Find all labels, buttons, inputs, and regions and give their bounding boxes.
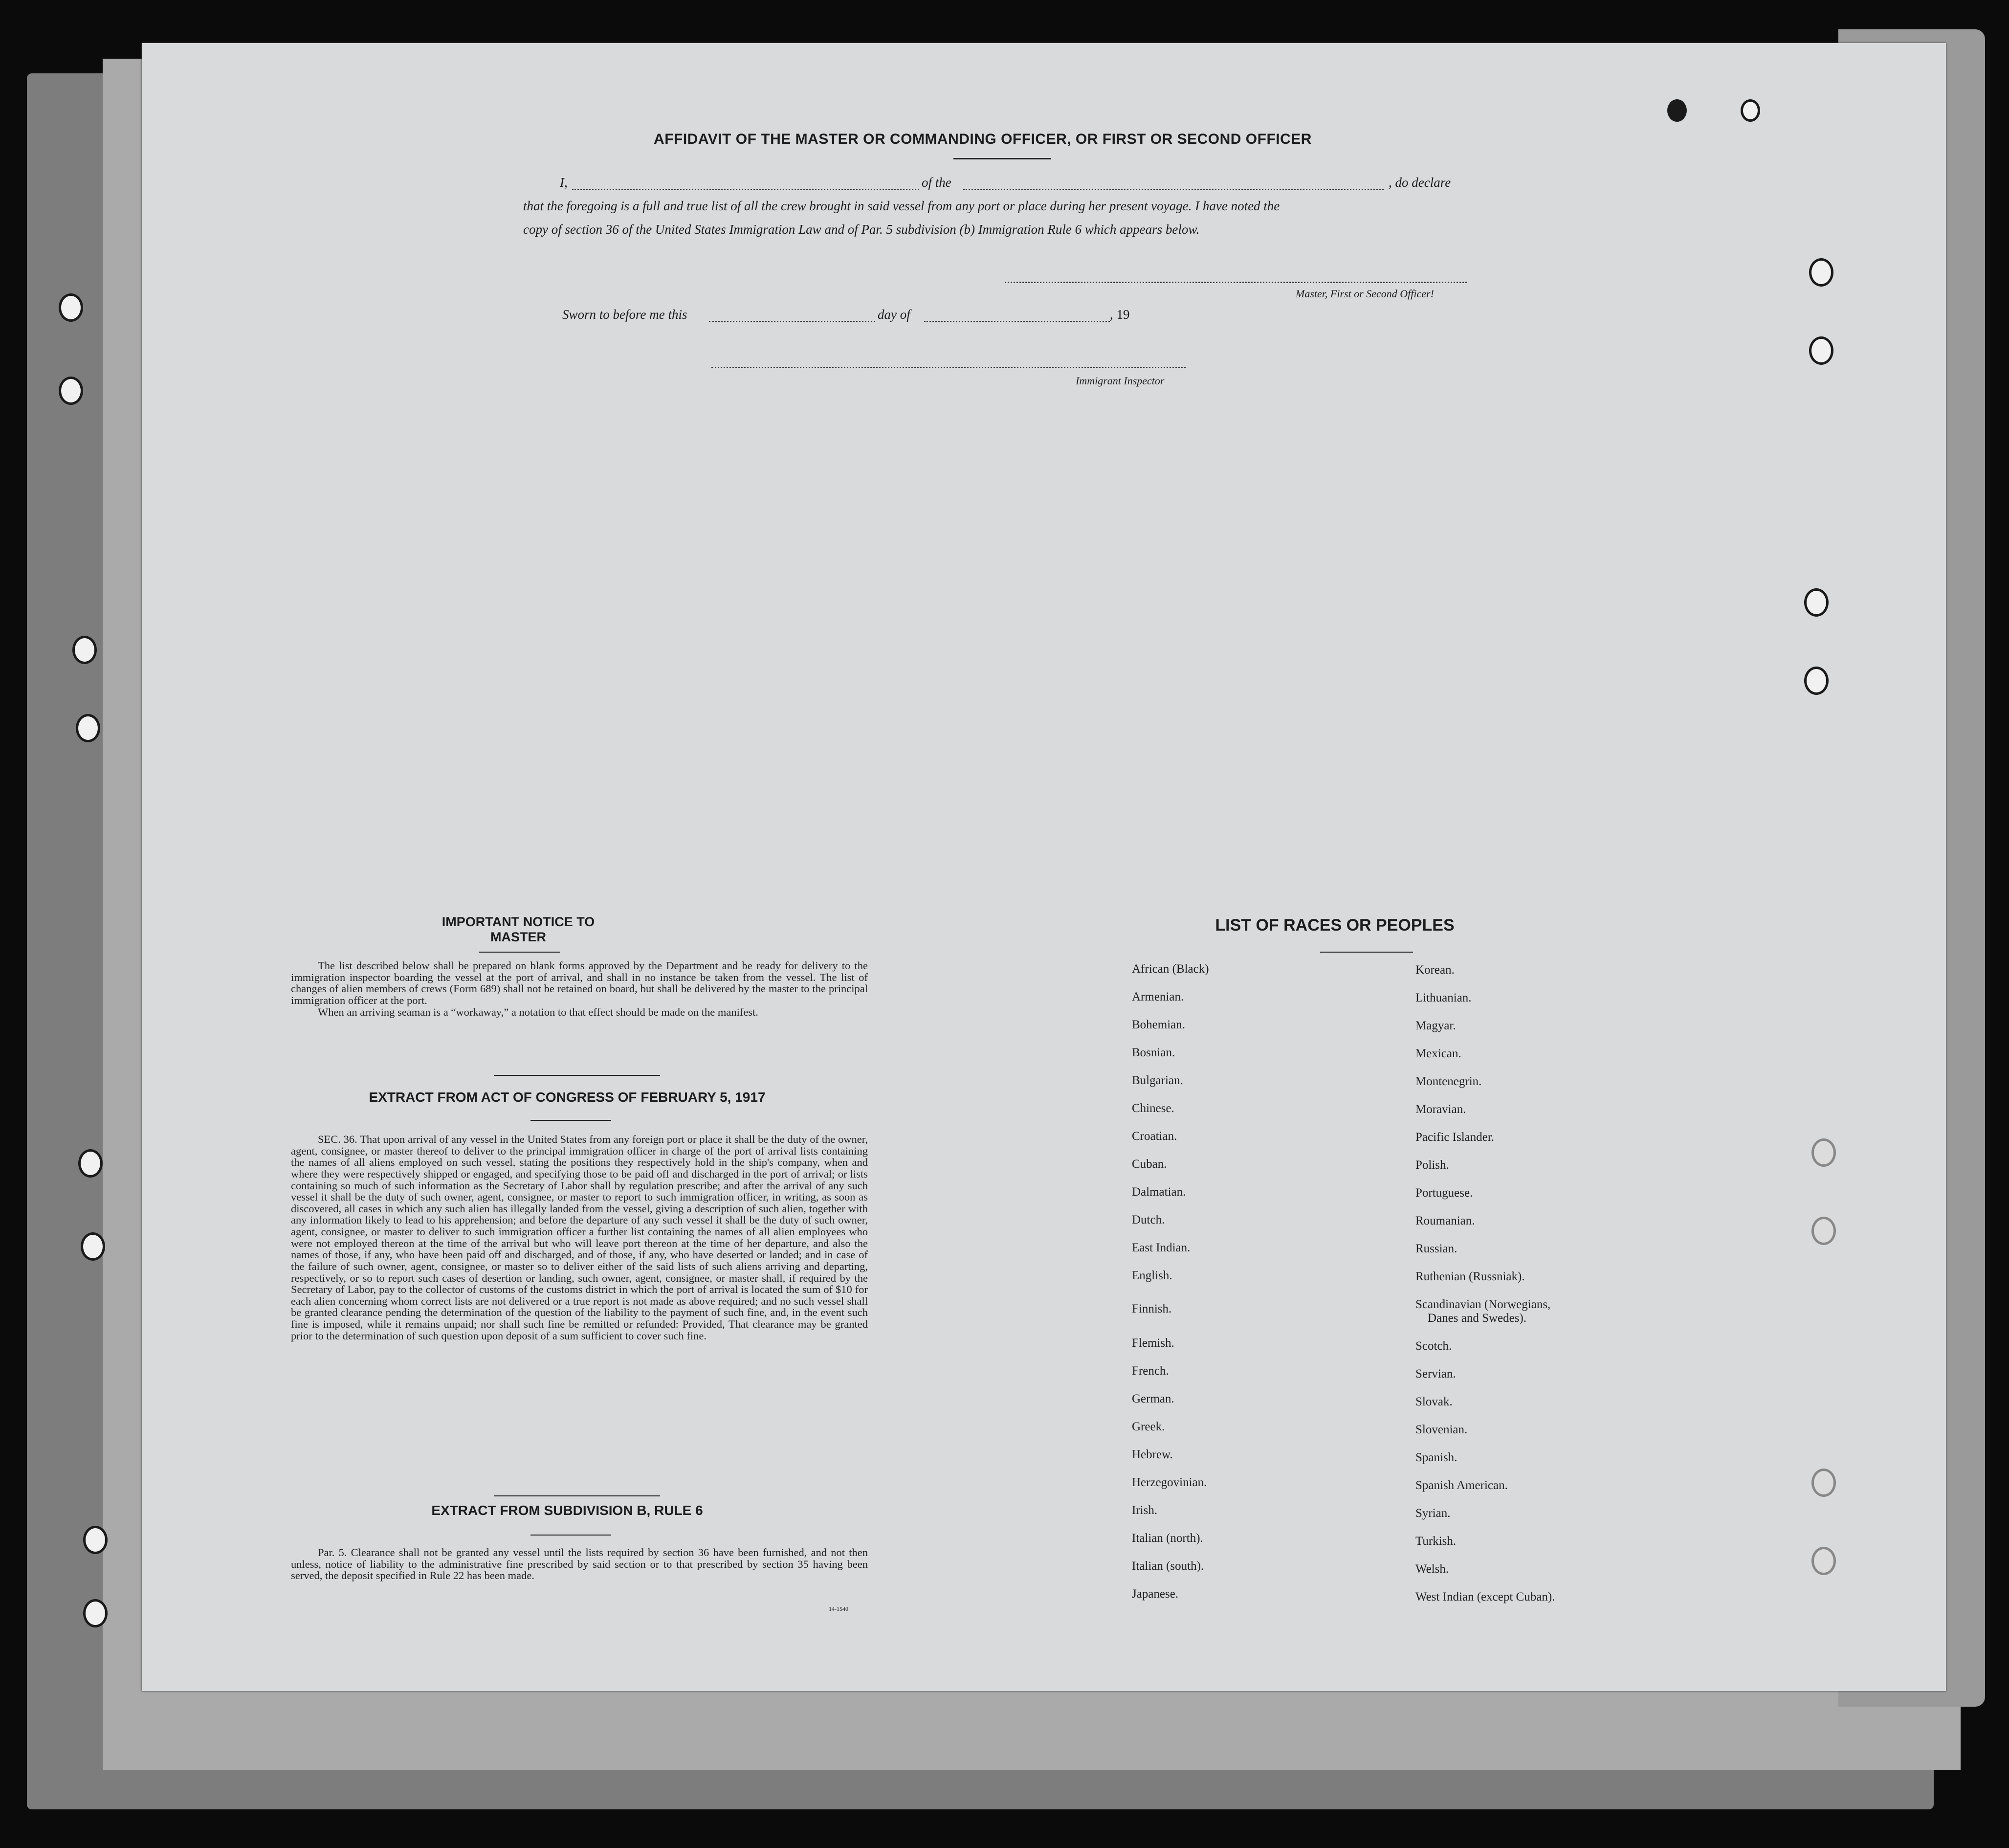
extract-rule-body [291, 1547, 868, 1581]
race-left-item: English. [1132, 1269, 1172, 1282]
form-page [142, 43, 1946, 1691]
officer-signature-label: Master, First or Second Officer! [1296, 288, 1434, 300]
affidavit-title: AFFIDAVIT OF THE MASTER OR COMMANDING OFFICER, OR FIRST OR SECOND OFFICER [654, 131, 1312, 147]
race-left-item: Cuban. [1132, 1158, 1167, 1171]
race-right-item: Lithuanian. [1415, 991, 1472, 1004]
race-right-item: Moravian. [1415, 1103, 1466, 1116]
race-left-item: Flemish. [1132, 1336, 1174, 1350]
race-right-item: Servian. [1415, 1367, 1456, 1380]
binder-hole-icon [83, 1599, 108, 1627]
race-right-item: Slovak. [1415, 1395, 1453, 1408]
notice-paragraph-2: When an arriving seaman is a “workaway,” a notation to that effect should be made on the manifest. [318, 1005, 758, 1018]
declaration-line-3: copy of section 36 of the United States Immigration Law and of Par. 5 subdivision (b) Immigration Rule 6 which appears below. [523, 222, 1200, 237]
race-left-item: Bosnian. [1132, 1046, 1175, 1059]
year-label: , 19 [1110, 307, 1130, 322]
form-number: 14-1540 [829, 1605, 848, 1612]
inspector-label: Immigrant Inspector [1076, 375, 1165, 387]
sworn-day-field[interactable] [709, 321, 875, 322]
section-36-text: SEC. 36. That upon arrival of any vessel in the United States from any foreign port or place it shall be the duty of the owner, agent, consignee, or master thereof to deliver to the principal immigration officer in charge of the port of arrival lists containing the names of all aliens employed on such vessel, stating the positions they respectively hold in the ship's company, when and where they were respectively shipped or engaged, and specifying those to be paid off and discharged in the port of arrival; or lists containing so much of such information as the Secretary of Labor shall by regulation prescribe; and after the arrival of any such vessel it shall be the duty of such owner, agent, consignee, or master to report to such immigration officer, in writing, as soon as discovered, all cases in which any such alien has illegally landed from the vessel, giving a description of such alien, together with any information likely to lead to his apprehension; and before the departure of any such vessel it shall be the duty of such owner, agent, consignee, or master to deliver to such immigration officer a further list containing the names of all alien employees who were not employed thereon at the time of the arrival but who will leave port thereon at the time of her departure, and also the names of those, if any, who have been paid off and discharged, and of those, if any, who have deserted or landed; and in case of the failure of such owner, agent, consignee, or master so to deliver either of the said lists of such aliens arriving and departing, respectively, or so to report such cases of desertion or landing, such owner, agent, consignee, or master shall, if required by the Secretary of Labor, pay to the collector of customs of the customs district in which the port of arrival is located the sum of $10 for each alien concerning whom correct lists are not delivered or a true report is not made as above required; and no such vessel shall be granted clearance pending the determination of the question of the liability to the payment of such fine, and, in the event such fine is imposed, while it remains unpaid; nor shall such fine be remitted or refunded: Provided, That clearance may be granted prior to the determination of such question upon deposit of a sum sufficient to cover such fine. [291, 1133, 868, 1342]
race-right-item: Turkish. [1415, 1535, 1457, 1548]
binder-hole-icon [59, 377, 83, 405]
notice-title: IMPORTANT NOTICE TO MASTER [442, 914, 595, 944]
race-right-item: Korean. [1415, 963, 1455, 977]
punch-hole-icon [1809, 336, 1833, 365]
race-right-item: Montenegrin. [1415, 1075, 1482, 1088]
punch-hole-icon [1809, 258, 1833, 287]
race-left-item: Armenian. [1132, 990, 1184, 1003]
paragraph-5-text: Par. 5. Clearance shall not be granted any vessel until the lists required by section 36 have been furnished, and not then unless, notice of liability to the administrative fine prescribed by said section or to that prescribed by section 35 having been served, the deposit specified in Rule 22 has been made. [291, 1546, 868, 1582]
race-left-item: Croatian. [1132, 1130, 1177, 1143]
punch-hole-icon [1811, 1547, 1836, 1575]
vessel-label: of the [922, 175, 951, 190]
race-left-item: African (Black) [1132, 962, 1209, 976]
race-right-item: Scandinavian (Norwegians, [1415, 1298, 1551, 1311]
race-left-item: German. [1132, 1392, 1174, 1405]
officer-signature-field[interactable] [1005, 282, 1467, 283]
race-right-item: Russian. [1415, 1242, 1457, 1255]
race-left-item: Dalmatian. [1132, 1185, 1186, 1199]
race-right-item: Spanish. [1415, 1451, 1457, 1464]
race-left-item: Hebrew. [1132, 1448, 1173, 1461]
declarant-label: I, [560, 175, 568, 190]
races-rule [1320, 952, 1413, 953]
punch-hole-icon [1811, 1138, 1836, 1167]
race-left-item: Italian (south). [1132, 1559, 1204, 1573]
race-left-item: Bulgarian. [1132, 1074, 1183, 1087]
binder-hole-icon [83, 1526, 108, 1554]
binder-hole-icon [81, 1232, 105, 1261]
punch-hole-icon [1667, 99, 1687, 122]
race-right-item: Spanish American. [1415, 1479, 1508, 1492]
race-left-item: Finnish. [1132, 1302, 1172, 1315]
extract-rule-title: EXTRACT FROM SUBDIVISION B, RULE 6 [431, 1503, 703, 1518]
declare-label: , do declare [1389, 175, 1451, 190]
punch-hole-icon [1741, 99, 1760, 122]
section-divider [494, 1075, 660, 1076]
punch-hole-icon [1804, 588, 1829, 617]
extract-act-rule [530, 1120, 611, 1121]
notice-paragraph-1: The list described below shall be prepared on blank forms approved by the Department and be ready for delivery to the immigration inspector boarding the vessel at the port of arrival, and shall in no instance be taken from the vessel. The list of changes of alien members of crews (Form 689) shall not be retained on board, but shall be delivered by the master to the principal immigration officer at the port. [291, 959, 868, 1006]
punch-hole-icon [1811, 1469, 1836, 1497]
race-right-item: Syrian. [1415, 1507, 1451, 1520]
race-right-item: Magyar. [1415, 1019, 1456, 1032]
binder-hole-icon [59, 293, 83, 322]
extract-act-title: EXTRACT FROM ACT OF CONGRESS OF FEBRUARY 5, 1917 [369, 1090, 766, 1105]
punch-hole-icon [1804, 667, 1829, 695]
binder-hole-icon [72, 636, 97, 664]
race-right-item: Mexican. [1415, 1047, 1461, 1060]
sworn-month-field[interactable] [924, 321, 1110, 322]
vessel-name-field[interactable] [963, 189, 1384, 190]
race-right-item: West Indian (except Cuban). [1415, 1590, 1555, 1603]
race-left-item: Herzegovinian. [1132, 1476, 1207, 1489]
extract-rule-rule [530, 1535, 611, 1536]
race-left-item: East Indian. [1132, 1241, 1191, 1254]
race-right-item: Welsh. [1415, 1562, 1449, 1576]
race-left-item: Italian (north). [1132, 1532, 1203, 1545]
race-right-item: Polish. [1415, 1158, 1449, 1172]
race-right-item: Slovenian. [1415, 1423, 1468, 1436]
declarant-name-field[interactable] [572, 189, 919, 190]
title-rule [953, 158, 1051, 159]
sworn-label: Sworn to before me this [562, 307, 687, 322]
inspector-signature-field[interactable] [711, 367, 1186, 368]
day-of-label: day of [878, 307, 910, 322]
race-right-item: Danes and Swedes). [1428, 1312, 1527, 1325]
notice-rule [479, 952, 560, 953]
race-left-item: Bohemian. [1132, 1018, 1186, 1031]
race-right-item: Portuguese. [1415, 1186, 1473, 1200]
punch-hole-icon [1811, 1217, 1836, 1245]
binder-hole-icon [78, 1149, 103, 1178]
race-right-item: Scotch. [1415, 1339, 1452, 1353]
extract-act-body [291, 1134, 868, 1341]
race-right-item: Ruthenian (Russniak). [1415, 1270, 1525, 1283]
race-left-item: French. [1132, 1364, 1169, 1378]
race-right-item: Roumanian. [1415, 1214, 1475, 1227]
race-right-item: Pacific Islander. [1415, 1131, 1495, 1144]
declaration-line-2: that the foregoing is a full and true list of all the crew brought in said vessel from any port or place during her present voyage. I have noted the [523, 199, 1280, 213]
race-left-item: Japanese. [1132, 1587, 1179, 1601]
notice-body [291, 960, 868, 1018]
section-divider [494, 1495, 660, 1496]
race-left-item: Irish. [1132, 1504, 1158, 1517]
race-left-item: Greek. [1132, 1420, 1165, 1433]
race-left-item: Dutch. [1132, 1213, 1165, 1226]
races-title: LIST OF RACES OR PEOPLES [1215, 916, 1455, 935]
binder-hole-icon [76, 714, 100, 742]
race-left-item: Chinese. [1132, 1102, 1174, 1115]
